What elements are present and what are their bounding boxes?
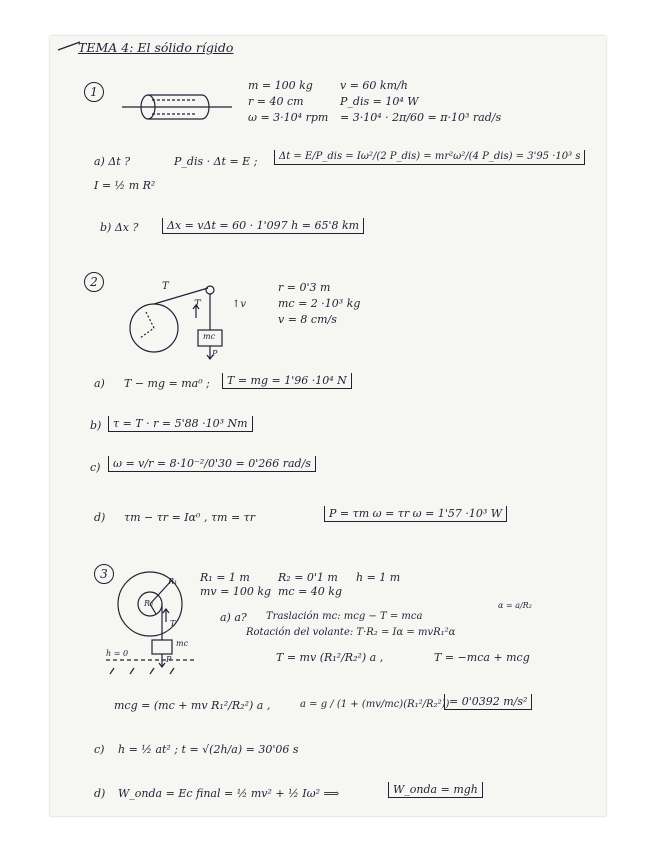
problem-2-pulley-figure [126, 282, 226, 362]
p3-a-rotation: Rotación del volante: T·R₂ = Iα = mvR₁²α [246, 627, 456, 638]
p3-a-side-note: α = a/R₂ [498, 601, 532, 610]
p2-c-label: c) [90, 461, 101, 474]
p2-label-tension-2: T [194, 299, 201, 310]
p1-given-omega-converted: = 3·10⁴ · 2π/60 = π·10³ rad/s [340, 111, 502, 124]
p3-given-r1: R₁ = 1 m [200, 571, 250, 584]
p3-a-result: = 0'0392 m/s² [444, 694, 532, 710]
p1-a-result: Δt = E/P_dis = Iω²/(2 P_dis) = mr²ω²/(4 P_dis) = 3'95 ·10³ s [274, 150, 585, 165]
p3-label-r1: R₁ [168, 577, 178, 586]
p1-given-radius: r = 40 cm [248, 95, 304, 108]
p1-b-label: b) Δx ? [100, 221, 139, 234]
p3-d-label: d) [94, 787, 106, 800]
problem-2-number: 2 [84, 272, 104, 292]
problem-1-cylinder-figure [122, 92, 232, 122]
p3-given-r2: R₂ = 0'1 m [278, 571, 338, 584]
p2-b-result: τ = T · r = 5'88 ·10³ Nm [108, 416, 253, 432]
p3-a-combined: mcg = (mc + mv R₁²/R₂²) a , [114, 699, 271, 712]
p2-a-label: a) [94, 377, 105, 390]
p3-label-mass: mc [176, 639, 189, 648]
p2-d-label: d) [94, 511, 106, 524]
p1-given-mass: m = 100 kg [248, 79, 313, 92]
p2-given-radius: r = 0'3 m [278, 281, 331, 294]
p3-d-result: W_onda = mgh [388, 782, 483, 798]
p3-given-mv: mv = 100 kg [200, 585, 272, 598]
problem-3-flywheel-figure [106, 570, 206, 680]
p2-d-result: P = τm ω = τr ω = 1'57 ·10³ W [324, 506, 507, 522]
p3-label-weight: P [166, 655, 172, 664]
p3-a-tension-rotation: T = mv (R₁²/R₂²) a , [276, 651, 384, 664]
p2-given-mass: mc = 2 ·10³ kg [278, 297, 361, 310]
problem-1-number: 1 [84, 82, 104, 102]
p2-d-equation: τm − τr = Iα⁰ , τm = τr [124, 511, 256, 524]
p3-a-translation: Traslación mc: mcg − T = mca [266, 611, 423, 622]
p1-b-result: Δx = vΔt = 60 · 1'097 h = 65'8 km [162, 218, 364, 234]
p3-a-tension-translation: T = −mca + mcg [434, 651, 530, 664]
p3-label-r2: R₂ [144, 599, 154, 608]
p2-given-velocity: v = 8 cm/s [278, 313, 337, 326]
p3-c-label: c) [94, 743, 105, 756]
p2-a-equation: T − mg = ma⁰ ; [124, 377, 210, 390]
p2-b-label: b) [90, 419, 102, 432]
page-title: TEMA 4: El sólido rígido [78, 40, 234, 55]
problem-3-number: 3 [94, 564, 114, 584]
p1-given-omega: ω = 3·10⁴ rpm [248, 111, 329, 124]
p3-label-tension: T [170, 619, 176, 628]
p3-c-text: h = ½ at² ; t = √(2h/a) = 30'06 s [118, 743, 299, 756]
p2-label-weight: P [212, 349, 218, 358]
p3-a-label: a) a? [220, 611, 247, 624]
p1-a-label: a) Δt ? [94, 155, 131, 168]
p3-given-mc: mc = 40 kg [278, 585, 343, 598]
p2-label-tension: T [162, 281, 169, 292]
p2-a-result: T = mg = 1'96 ·10⁴ N [222, 373, 352, 389]
p2-label-mass: mc [203, 332, 216, 341]
p1-a-inertia: I = ½ m R² [94, 179, 156, 192]
p1-given-power: P_dis = 10⁴ W [340, 95, 419, 108]
p1-given-velocity: v = 60 km/h [340, 79, 408, 92]
p1-a-equation: P_dis · Δt = E ; [174, 155, 258, 168]
paper-sheet [50, 36, 606, 816]
p3-given-height: h = 1 m [356, 571, 401, 584]
p2-label-velocity: ↑v [232, 299, 247, 310]
p3-label-floor: h = 0 [106, 649, 129, 658]
p3-a-formula: a = g / (1 + (mv/mc)(R₁²/R₂²)) [300, 699, 450, 710]
p3-d-text: W_onda = Ec final = ½ mv² + ½ Iω² ⟹ [118, 787, 340, 800]
p2-c-result: ω = v/r = 8·10⁻²/0'30 = 0'266 rad/s [108, 456, 316, 472]
